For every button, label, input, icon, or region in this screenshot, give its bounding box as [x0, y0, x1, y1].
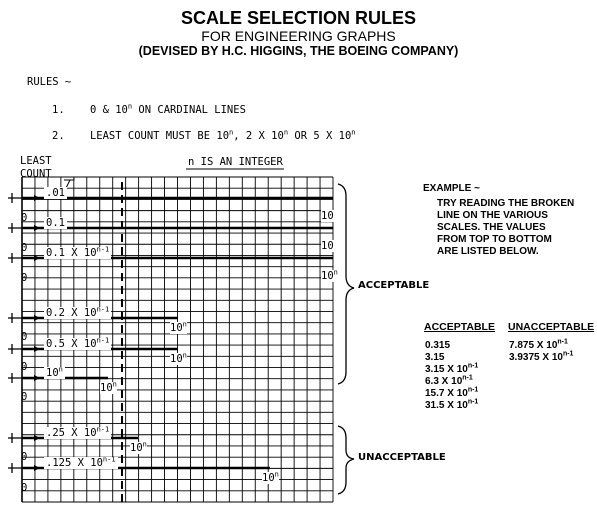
scale-zero-label: 0: [21, 482, 28, 494]
scale-label: [44, 338, 111, 350]
scale-label-text: .01: [46, 187, 65, 199]
scale-label-text: 0.5 X 10: [46, 338, 97, 350]
example-line: SCALES. THE VALUES: [437, 222, 546, 233]
scale-label-sup: n-1: [96, 305, 110, 314]
scale-label: [44, 427, 111, 439]
scale-label: [44, 367, 65, 379]
scale-label-text: 0.1: [46, 217, 65, 229]
rule-sup: n: [351, 128, 356, 137]
scale-end-label: [170, 353, 187, 365]
scale-end-label: [100, 382, 117, 394]
scale-end-sup: n: [142, 440, 147, 449]
scale-zero-label: 0: [21, 331, 28, 343]
scale-arrow-head: [34, 315, 40, 321]
scale-label-text: 10: [46, 367, 59, 379]
scale-end-sup: n: [333, 268, 338, 277]
unacceptable-column-heading: UNACCEPTABLE: [508, 321, 595, 333]
example-line: FROM TOP TO BOTTOM: [437, 234, 552, 245]
scale-label-sup: n: [58, 365, 63, 374]
scale-end-label: [130, 442, 147, 454]
example-text: [437, 198, 574, 258]
scale-end-sup: n: [182, 351, 187, 360]
unacceptable-label: UNACCEPTABLE: [358, 452, 446, 463]
scale-end-label: [170, 322, 187, 334]
scale-arrow-head: [34, 195, 40, 201]
scale-arrow-head: [34, 255, 40, 261]
scale-label: [44, 217, 67, 229]
scale-arrow-head: [34, 435, 40, 441]
scale-label-sup: n-1: [96, 245, 110, 254]
rule-text: ON CARDINAL LINES: [132, 104, 246, 116]
scale-label: [44, 247, 111, 259]
scale-label-text: 0.1 X 10: [46, 247, 97, 259]
scale-zero-label: 0: [21, 391, 28, 403]
rule-text: , 2 X 10: [233, 130, 284, 142]
scale-zero-label: 0: [21, 451, 28, 463]
least-count-line: COUNT: [20, 168, 52, 180]
scale-label: [44, 307, 111, 319]
unacceptable-value: 3.9375 X 10$^{n-1}$: [509, 350, 574, 363]
rule-sup: n: [127, 102, 133, 111]
rule-number: 2.: [52, 130, 65, 142]
scale-end-sup: n: [274, 470, 279, 479]
n-integer-label: n IS AN INTEGER: [188, 156, 283, 168]
scale-end-text: 10: [321, 210, 334, 222]
acceptable-value: 6.3 X 10$^{n-1}$: [425, 374, 473, 387]
scale-label: [44, 457, 118, 469]
example-line: TRY READING THE BROKEN: [437, 198, 575, 209]
scale-label-sup: n-1: [102, 455, 116, 464]
example-line: ARE LISTED BELOW.: [437, 246, 539, 257]
scale-label-sup: n-1: [96, 336, 110, 345]
acceptable-value: 3.15: [425, 352, 445, 363]
least-count-line: LEAST: [20, 155, 52, 167]
acceptable-label: ACCEPTABLE: [358, 280, 430, 291]
scale-label: [44, 187, 67, 199]
scale-zero-label: 0: [21, 212, 28, 224]
scale-arrow-head: [34, 346, 40, 352]
acceptable-brace: [338, 184, 354, 384]
scale-end-text: 10: [170, 322, 183, 334]
acceptable-value: 31.5 X 10$^{n-1}$: [425, 398, 479, 411]
unacceptable-values-list: [509, 340, 573, 364]
braces: [338, 184, 354, 494]
scale-end-text: 10: [321, 270, 334, 282]
rule-sup: n: [283, 128, 289, 137]
scale-end-text: 10: [100, 382, 113, 394]
acceptable-value: 15.7 X 10$^{n-1}$: [425, 386, 479, 399]
scale-end-label: [321, 210, 334, 222]
unacceptable-value: 7.875 X 10$^{n-1}$: [509, 338, 568, 351]
acceptable-column-heading: ACCEPTABLE: [424, 321, 495, 333]
scale-end-label: [321, 270, 338, 282]
scale-end-text: 10: [130, 442, 143, 454]
acceptable-value: 0.315: [425, 340, 451, 351]
scale-arrow-head: [34, 465, 40, 471]
acceptable-value: 3.15 X 10$^{n-1}$: [425, 362, 479, 375]
scale-arrow-head: [34, 225, 40, 231]
scale-label-text: 0.2 X 10: [46, 307, 97, 319]
rules-heading: RULES ~: [27, 76, 72, 88]
credit-line: (DEVISED BY H.C. HIGGINS, THE BOEING COMPANY): [138, 44, 459, 58]
rule-text: OR 5 X 10: [288, 130, 352, 142]
scale-zero-label: 0: [21, 272, 28, 284]
scale-zero-label: 0: [21, 242, 28, 254]
scale-arrow-head: [34, 375, 40, 381]
scale-label-text: .125 X 10: [46, 457, 103, 469]
page-title: SCALE SELECTION RULES: [180, 8, 417, 28]
example-heading: EXAMPLE ~: [423, 183, 480, 194]
scale-end-text: 10: [170, 353, 183, 365]
scale-zero-label: 0: [21, 361, 28, 373]
scale-end-label: [262, 472, 279, 484]
scale-end-label: [321, 240, 334, 252]
page-subtitle: FOR ENGINEERING GRAPHS: [201, 28, 396, 44]
example-line: LINE ON THE VARIOUS: [437, 210, 548, 221]
rule-sup: n: [229, 128, 234, 137]
scale-end-sup: n: [182, 320, 187, 329]
acceptable-values-list: [425, 340, 478, 412]
unacceptable-brace: [338, 426, 354, 494]
least-count-label: [20, 155, 52, 181]
rule-text: LEAST COUNT MUST BE 10: [89, 130, 230, 142]
scale-end-text: 10: [262, 472, 275, 484]
scale-end-text: 10: [321, 240, 334, 252]
rule-text: 0 & 10: [89, 104, 128, 116]
scale-end-sup: n: [112, 380, 117, 389]
scale-label-text: .25 X 10: [46, 427, 97, 439]
scale-label-sup: n-1: [96, 425, 110, 434]
rule-number: 1.: [52, 104, 65, 116]
